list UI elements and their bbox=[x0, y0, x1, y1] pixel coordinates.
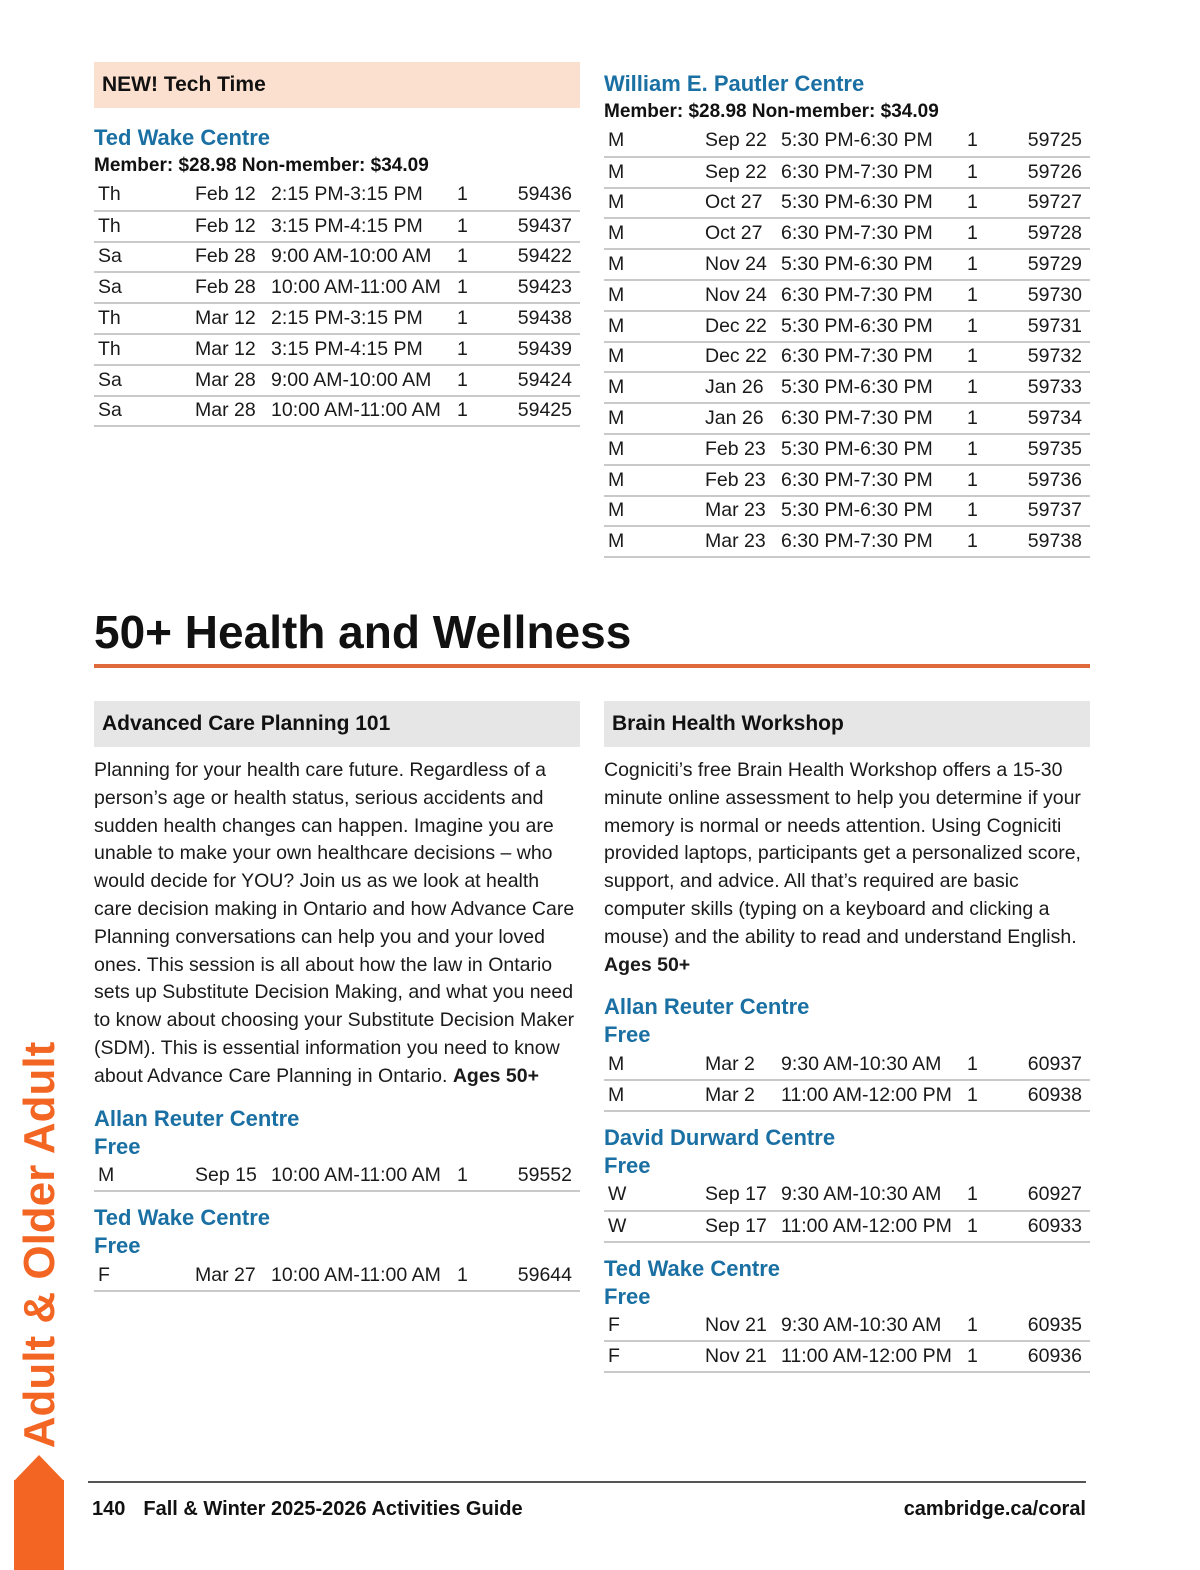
price-free: Free bbox=[94, 1133, 141, 1159]
day-cell: Sa bbox=[94, 242, 195, 273]
time-cell: 6:30 PM-7:30 PM bbox=[781, 403, 967, 434]
schedule-table bbox=[604, 126, 1090, 558]
section-title: 50+ Health and Wellness bbox=[94, 606, 632, 658]
course-code: 59727 bbox=[1020, 188, 1090, 219]
date-cell: Sep 22 bbox=[705, 157, 781, 188]
course-code: 59726 bbox=[1020, 157, 1090, 188]
course-code: 59437 bbox=[510, 211, 580, 242]
date-cell: Sep 17 bbox=[705, 1180, 781, 1211]
footer-divider bbox=[88, 1481, 1086, 1483]
date-cell: Nov 24 bbox=[705, 249, 781, 280]
time-cell: 6:30 PM-7:30 PM bbox=[781, 218, 967, 249]
date-cell: Oct 27 bbox=[705, 218, 781, 249]
sessions-cell: 1 bbox=[457, 396, 510, 427]
centre-name: Allan Reuter Centre bbox=[604, 994, 810, 1020]
sessions-cell: 1 bbox=[967, 157, 1020, 188]
day-cell: F bbox=[604, 1311, 705, 1342]
sessions-cell: 1 bbox=[967, 403, 1020, 434]
day-cell: W bbox=[604, 1211, 705, 1242]
price-free: Free bbox=[94, 1233, 141, 1259]
day-cell: M bbox=[604, 342, 705, 373]
price-free: Free bbox=[604, 1152, 651, 1178]
date-cell: Dec 22 bbox=[705, 342, 781, 373]
schedule-table bbox=[94, 1161, 580, 1193]
date-cell: Feb 28 bbox=[195, 242, 271, 273]
side-tab-arrow bbox=[14, 1455, 64, 1481]
sessions-cell: 1 bbox=[967, 311, 1020, 342]
day-cell: M bbox=[604, 465, 705, 496]
course-code: 59423 bbox=[510, 272, 580, 303]
centre-name: Ted Wake Centre bbox=[94, 1205, 271, 1231]
sessions-cell: 1 bbox=[967, 218, 1020, 249]
course-code: 59725 bbox=[1020, 126, 1090, 157]
date-cell: Sep 17 bbox=[705, 1211, 781, 1242]
side-tab bbox=[14, 1480, 64, 1570]
sessions-cell: 1 bbox=[967, 496, 1020, 527]
course-code: 59735 bbox=[1020, 434, 1090, 465]
schedule-row bbox=[94, 1260, 580, 1291]
schedule-row bbox=[94, 272, 580, 303]
sessions-cell: 1 bbox=[457, 242, 510, 273]
day-cell: M bbox=[604, 249, 705, 280]
time-cell: 3:15 PM-4:15 PM bbox=[271, 211, 457, 242]
schedule-row bbox=[604, 465, 1090, 496]
schedule-row bbox=[94, 211, 580, 242]
acp-block bbox=[94, 701, 580, 1292]
course-code: 59422 bbox=[510, 242, 580, 273]
course-code: 59733 bbox=[1020, 372, 1090, 403]
course-code: 59644 bbox=[510, 1260, 580, 1291]
sessions-cell: 1 bbox=[967, 372, 1020, 403]
tech-time-block bbox=[94, 62, 580, 427]
program-title: Brain Health Workshop bbox=[604, 701, 1090, 747]
time-cell: 3:15 PM-4:15 PM bbox=[271, 334, 457, 365]
date-cell: Oct 27 bbox=[705, 188, 781, 219]
time-cell: 5:30 PM-6:30 PM bbox=[781, 188, 967, 219]
course-code: 60927 bbox=[1020, 1180, 1090, 1211]
price-line: Member: $28.98 Non-member: $34.09 bbox=[604, 101, 939, 122]
schedule-row bbox=[94, 180, 580, 211]
sessions-cell: 1 bbox=[967, 465, 1020, 496]
date-cell: Sep 22 bbox=[705, 126, 781, 157]
day-cell: M bbox=[604, 280, 705, 311]
footer-left bbox=[92, 1498, 523, 1521]
day-cell: Th bbox=[94, 211, 195, 242]
date-cell: Feb 28 bbox=[195, 272, 271, 303]
date-cell: Mar 2 bbox=[705, 1049, 781, 1080]
course-code: 59737 bbox=[1020, 496, 1090, 527]
sessions-cell: 1 bbox=[457, 303, 510, 334]
schedule-row bbox=[604, 434, 1090, 465]
centre-name: Allan Reuter Centre bbox=[94, 1105, 300, 1131]
time-cell: 10:00 AM-11:00 AM bbox=[271, 1161, 457, 1192]
course-code: 59732 bbox=[1020, 342, 1090, 373]
ages-label: Ages 50+ bbox=[452, 1064, 540, 1087]
schedule-row bbox=[604, 372, 1090, 403]
schedule-row bbox=[604, 157, 1090, 188]
course-code: 59728 bbox=[1020, 218, 1090, 249]
day-cell: M bbox=[604, 311, 705, 342]
time-cell: 9:00 AM-10:00 AM bbox=[271, 242, 457, 273]
sessions-cell: 1 bbox=[967, 1180, 1020, 1211]
time-cell: 11:00 AM-12:00 PM bbox=[781, 1211, 967, 1242]
centre-name: Ted Wake Centre bbox=[604, 1255, 781, 1281]
time-cell: 2:15 PM-3:15 PM bbox=[271, 180, 457, 211]
program-description: Planning for your health care future. Regardless of a person’s age or health status, serious accidents and sudden health changes can happen. Imagine you are unable to make your own healthcare decisions – who would decide for YOU? Join us as we look at health care decision making in Ontario and how Advance Care Planning conversations can help you and your loved ones. This session is all about how the law in Ontario sets up Substitute Decision Making, and what you need to know about choosing your Substitute Decision Maker (SDM). This is essential information you need to know about Advance Care Planning in Ontario. Ages 50+ bbox=[94, 759, 575, 1087]
date-cell: Sep 15 bbox=[195, 1161, 271, 1192]
sessions-cell: 1 bbox=[967, 1341, 1020, 1372]
time-cell: 6:30 PM-7:30 PM bbox=[781, 157, 967, 188]
time-cell: 5:30 PM-6:30 PM bbox=[781, 372, 967, 403]
schedule-table bbox=[94, 180, 580, 427]
time-cell: 5:30 PM-6:30 PM bbox=[781, 249, 967, 280]
schedule-row bbox=[604, 280, 1090, 311]
schedule-row bbox=[604, 188, 1090, 219]
centre-name: David Durward Centre bbox=[604, 1124, 836, 1150]
program-title: Advanced Care Planning 101 bbox=[94, 701, 580, 747]
schedule-row bbox=[604, 218, 1090, 249]
day-cell: Th bbox=[94, 303, 195, 334]
schedule-row bbox=[94, 1161, 580, 1192]
date-cell: Mar 23 bbox=[705, 496, 781, 527]
date-cell: Feb 23 bbox=[705, 465, 781, 496]
brain-block bbox=[604, 701, 1090, 1373]
schedule-row bbox=[604, 1341, 1090, 1372]
date-cell: Dec 22 bbox=[705, 311, 781, 342]
centre-name: Ted Wake Centre bbox=[94, 125, 271, 150]
day-cell: M bbox=[604, 372, 705, 403]
schedule-row bbox=[604, 311, 1090, 342]
date-cell: Nov 21 bbox=[705, 1311, 781, 1342]
sessions-cell: 1 bbox=[457, 211, 510, 242]
schedule-row bbox=[604, 1049, 1090, 1080]
schedule-row bbox=[604, 342, 1090, 373]
day-cell: M bbox=[604, 1049, 705, 1080]
price-free: Free bbox=[604, 1022, 651, 1048]
sessions-cell: 1 bbox=[967, 1080, 1020, 1111]
course-code: 60935 bbox=[1020, 1311, 1090, 1342]
date-cell: Jan 26 bbox=[705, 372, 781, 403]
day-cell: M bbox=[604, 403, 705, 434]
day-cell: M bbox=[604, 1080, 705, 1111]
schedule-table bbox=[604, 1311, 1090, 1374]
course-code: 59736 bbox=[1020, 465, 1090, 496]
day-cell: Th bbox=[94, 180, 195, 211]
sessions-cell: 1 bbox=[457, 1161, 510, 1192]
schedule-table bbox=[604, 1180, 1090, 1243]
time-cell: 5:30 PM-6:30 PM bbox=[781, 496, 967, 527]
section-divider bbox=[94, 664, 1090, 668]
day-cell: F bbox=[604, 1341, 705, 1372]
schedule-table bbox=[94, 1260, 580, 1292]
schedule-table bbox=[604, 1049, 1090, 1112]
centre-name: William E. Pautler Centre bbox=[604, 71, 865, 96]
sessions-cell: 1 bbox=[457, 272, 510, 303]
course-code: 59738 bbox=[1020, 526, 1090, 557]
day-cell: M bbox=[94, 1161, 195, 1192]
date-cell: Mar 12 bbox=[195, 334, 271, 365]
time-cell: 11:00 AM-12:00 PM bbox=[781, 1080, 967, 1111]
schedule-row bbox=[604, 1080, 1090, 1111]
course-code: 59424 bbox=[510, 365, 580, 396]
date-cell: Mar 23 bbox=[705, 526, 781, 557]
sessions-cell: 1 bbox=[967, 188, 1020, 219]
course-code: 59438 bbox=[510, 303, 580, 334]
schedule-row bbox=[94, 396, 580, 427]
date-cell: Mar 2 bbox=[705, 1080, 781, 1111]
course-code: 59425 bbox=[510, 396, 580, 427]
date-cell: Jan 26 bbox=[705, 403, 781, 434]
sessions-cell: 1 bbox=[967, 434, 1020, 465]
time-cell: 9:30 AM-10:30 AM bbox=[781, 1311, 967, 1342]
schedule-row bbox=[94, 303, 580, 334]
time-cell: 6:30 PM-7:30 PM bbox=[781, 526, 967, 557]
course-code: 59731 bbox=[1020, 311, 1090, 342]
course-code: 60933 bbox=[1020, 1211, 1090, 1242]
day-cell: M bbox=[604, 434, 705, 465]
course-code: 59729 bbox=[1020, 249, 1090, 280]
day-cell: M bbox=[604, 496, 705, 527]
guide-title: Fall & Winter 2025-2026 Activities Guide bbox=[143, 1498, 523, 1520]
schedule-row bbox=[604, 249, 1090, 280]
price-free: Free bbox=[604, 1283, 651, 1309]
time-cell: 5:30 PM-6:30 PM bbox=[781, 434, 967, 465]
sessions-cell: 1 bbox=[457, 180, 510, 211]
course-code: 59439 bbox=[510, 334, 580, 365]
date-cell: Nov 24 bbox=[705, 280, 781, 311]
day-cell: Sa bbox=[94, 272, 195, 303]
schedule-row bbox=[604, 496, 1090, 527]
ages-label: Ages 50+ bbox=[604, 953, 691, 976]
course-code: 59734 bbox=[1020, 403, 1090, 434]
schedule-row bbox=[604, 1180, 1090, 1211]
course-code: 60937 bbox=[1020, 1049, 1090, 1080]
sessions-cell: 1 bbox=[967, 1049, 1020, 1080]
schedule-row bbox=[604, 403, 1090, 434]
time-cell: 11:00 AM-12:00 PM bbox=[781, 1341, 967, 1372]
time-cell: 9:30 AM-10:30 AM bbox=[781, 1180, 967, 1211]
program-description: Cogniciti’s free Brain Health Workshop offers a 15-30 minute online assessment to help you determine if your memory is normal or needs attention. Using Cogniciti provided laptops, participants get a personalized score, support, and advice. All that’s required are basic computer skills (typing on a keyboard and clicking a mouse) and the ability to read and understand English. Ages 50+ bbox=[604, 759, 1081, 976]
day-cell: Sa bbox=[94, 396, 195, 427]
sessions-cell: 1 bbox=[457, 365, 510, 396]
time-cell: 6:30 PM-7:30 PM bbox=[781, 465, 967, 496]
date-cell: Feb 12 bbox=[195, 180, 271, 211]
schedule-row bbox=[604, 126, 1090, 157]
schedule-row bbox=[94, 365, 580, 396]
time-cell: 10:00 AM-11:00 AM bbox=[271, 272, 457, 303]
date-cell: Mar 28 bbox=[195, 365, 271, 396]
schedule-row bbox=[94, 334, 580, 365]
pautler-block bbox=[604, 70, 1090, 558]
sessions-cell: 1 bbox=[967, 526, 1020, 557]
time-cell: 5:30 PM-6:30 PM bbox=[781, 311, 967, 342]
course-code: 60938 bbox=[1020, 1080, 1090, 1111]
course-code: 59436 bbox=[510, 180, 580, 211]
course-code: 59730 bbox=[1020, 280, 1090, 311]
course-code: 59552 bbox=[510, 1161, 580, 1192]
day-cell: Th bbox=[94, 334, 195, 365]
day-cell: M bbox=[604, 157, 705, 188]
sessions-cell: 1 bbox=[457, 334, 510, 365]
side-tab-label: Adult & Older Adult bbox=[15, 1041, 64, 1449]
day-cell: M bbox=[604, 218, 705, 249]
day-cell: W bbox=[604, 1180, 705, 1211]
footer-url[interactable]: cambridge.ca/coral bbox=[903, 1498, 1086, 1520]
day-cell: M bbox=[604, 126, 705, 157]
sessions-cell: 1 bbox=[967, 249, 1020, 280]
time-cell: 10:00 AM-11:00 AM bbox=[271, 396, 457, 427]
date-cell: Nov 21 bbox=[705, 1341, 781, 1372]
time-cell: 2:15 PM-3:15 PM bbox=[271, 303, 457, 334]
course-code: 60936 bbox=[1020, 1341, 1090, 1372]
date-cell: Mar 12 bbox=[195, 303, 271, 334]
day-cell: F bbox=[94, 1260, 195, 1291]
time-cell: 9:00 AM-10:00 AM bbox=[271, 365, 457, 396]
sessions-cell: 1 bbox=[967, 1211, 1020, 1242]
time-cell: 6:30 PM-7:30 PM bbox=[781, 342, 967, 373]
price-line: Member: $28.98 Non-member: $34.09 bbox=[94, 155, 429, 176]
time-cell: 10:00 AM-11:00 AM bbox=[271, 1260, 457, 1291]
date-cell: Feb 12 bbox=[195, 211, 271, 242]
sessions-cell: 1 bbox=[967, 1311, 1020, 1342]
date-cell: Feb 23 bbox=[705, 434, 781, 465]
schedule-row bbox=[604, 526, 1090, 557]
date-cell: Mar 28 bbox=[195, 396, 271, 427]
schedule-row bbox=[604, 1211, 1090, 1242]
date-cell: Mar 27 bbox=[195, 1260, 271, 1291]
sessions-cell: 1 bbox=[457, 1260, 510, 1291]
schedule-row bbox=[604, 1311, 1090, 1342]
schedule-row bbox=[94, 242, 580, 273]
day-cell: M bbox=[604, 526, 705, 557]
page-number: 140 bbox=[92, 1498, 126, 1520]
day-cell: Sa bbox=[94, 365, 195, 396]
program-title: NEW! Tech Time bbox=[94, 62, 580, 108]
sessions-cell: 1 bbox=[967, 280, 1020, 311]
time-cell: 6:30 PM-7:30 PM bbox=[781, 280, 967, 311]
time-cell: 5:30 PM-6:30 PM bbox=[781, 126, 967, 157]
sessions-cell: 1 bbox=[967, 126, 1020, 157]
time-cell: 9:30 AM-10:30 AM bbox=[781, 1049, 967, 1080]
sessions-cell: 1 bbox=[967, 342, 1020, 373]
day-cell: M bbox=[604, 188, 705, 219]
